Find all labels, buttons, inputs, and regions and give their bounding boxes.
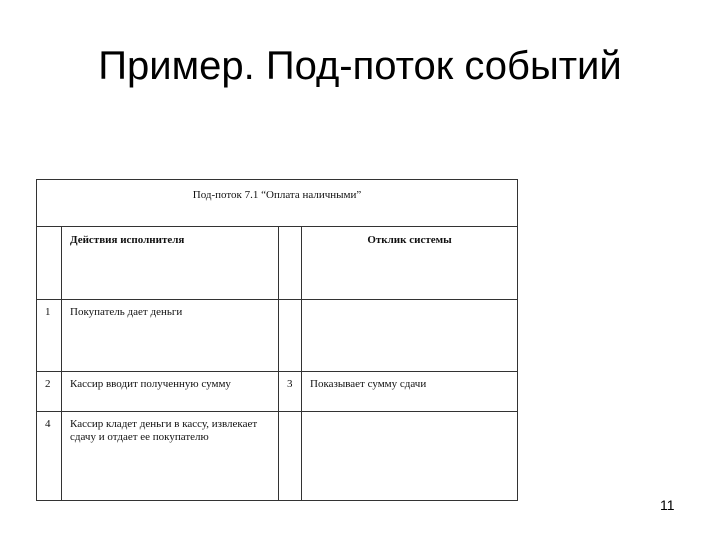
system-step-number	[279, 412, 302, 501]
page-number: 11	[660, 497, 675, 513]
system-step-number: 3	[279, 372, 302, 412]
system-response-cell: Показывает сумму сдачи	[302, 372, 518, 412]
table-caption: Под-поток 7.1 “Оплата наличными”	[37, 180, 518, 227]
row-number: 2	[37, 372, 62, 412]
event-subflow-table	[36, 179, 518, 501]
system-response-cell	[302, 300, 518, 372]
table-row	[37, 412, 518, 501]
table-header-row	[37, 227, 518, 300]
header-sys-num-cell	[279, 227, 302, 300]
table-row	[37, 300, 518, 372]
header-system-response: Отклик системы	[302, 227, 518, 300]
row-number: 4	[37, 412, 62, 501]
actor-action-cell: Покупатель дает деньги	[62, 300, 279, 372]
actor-action-cell: Кассир кладет деньги в кассу, извлекает сдачу и отдает ее покупателю	[62, 412, 279, 501]
actor-action-cell: Кассир вводит полученную сумму	[62, 372, 279, 412]
header-actor-actions: Действия исполнителя	[62, 227, 279, 300]
table-caption-row	[37, 180, 518, 227]
row-number: 1	[37, 300, 62, 372]
system-step-number	[279, 300, 302, 372]
table-row	[37, 372, 518, 412]
system-response-cell	[302, 412, 518, 501]
slide-title: Пример. Под-поток событий	[98, 44, 622, 88]
header-num-cell	[37, 227, 62, 300]
